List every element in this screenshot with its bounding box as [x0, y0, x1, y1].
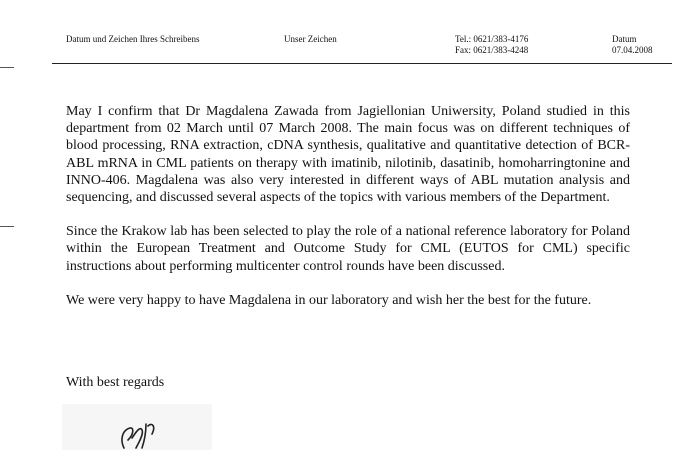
- date-value: 07.04.2008: [612, 45, 653, 55]
- fold-mark-middle: [0, 226, 14, 227]
- your-reference-label: Datum und Zeichen Ihres Schreibens: [66, 34, 200, 44]
- handwritten-signature: [62, 404, 212, 450]
- closing-line: With best regards: [66, 375, 165, 390]
- fold-mark-top: [0, 67, 14, 68]
- paragraph-1: May I confirm that Dr Magdalena Zawada from Jagiellonian Uniwersity, Poland studied in this department from 02 March until 07 March 2008. The main focus was on different techniques of blood processing, RNA extraction, cDNA synthesis, qualitative and quantitative detection of BCR-ABL mRNA in CML patients on therapy with imatinib, nilotinib, dasatinib, homoharringtonine and INNO-406. Magdalena was also very interested in different ways of ABL mutation analysis and sequencing, and discussed several aspects of the topics with various members of the Department.: [66, 104, 630, 206]
- our-reference-label: Unser Zeichen: [284, 34, 337, 44]
- paragraph-2: Since the Krakow lab has been selected to play the role of a national reference laboratory for Poland within the European Treatment and Outcome Study for CML (EUTOS for CML) specific instructions about performing multicenter control rounds have been discussed.: [66, 224, 630, 274]
- telephone-number: Tel.: 0621/383-4176: [455, 34, 529, 44]
- contact-block: [455, 34, 528, 56]
- fax-number: Fax: 0621/383-4248: [455, 45, 529, 55]
- date-block: [612, 34, 653, 56]
- paragraph-3: We were very happy to have Magdalena in our laboratory and wish her the best for the future.: [66, 292, 592, 308]
- letter-body: [66, 103, 630, 326]
- date-label: Datum: [612, 34, 637, 44]
- signature-icon: [62, 404, 212, 450]
- letter-header: [0, 34, 700, 64]
- header-divider: [52, 63, 672, 64]
